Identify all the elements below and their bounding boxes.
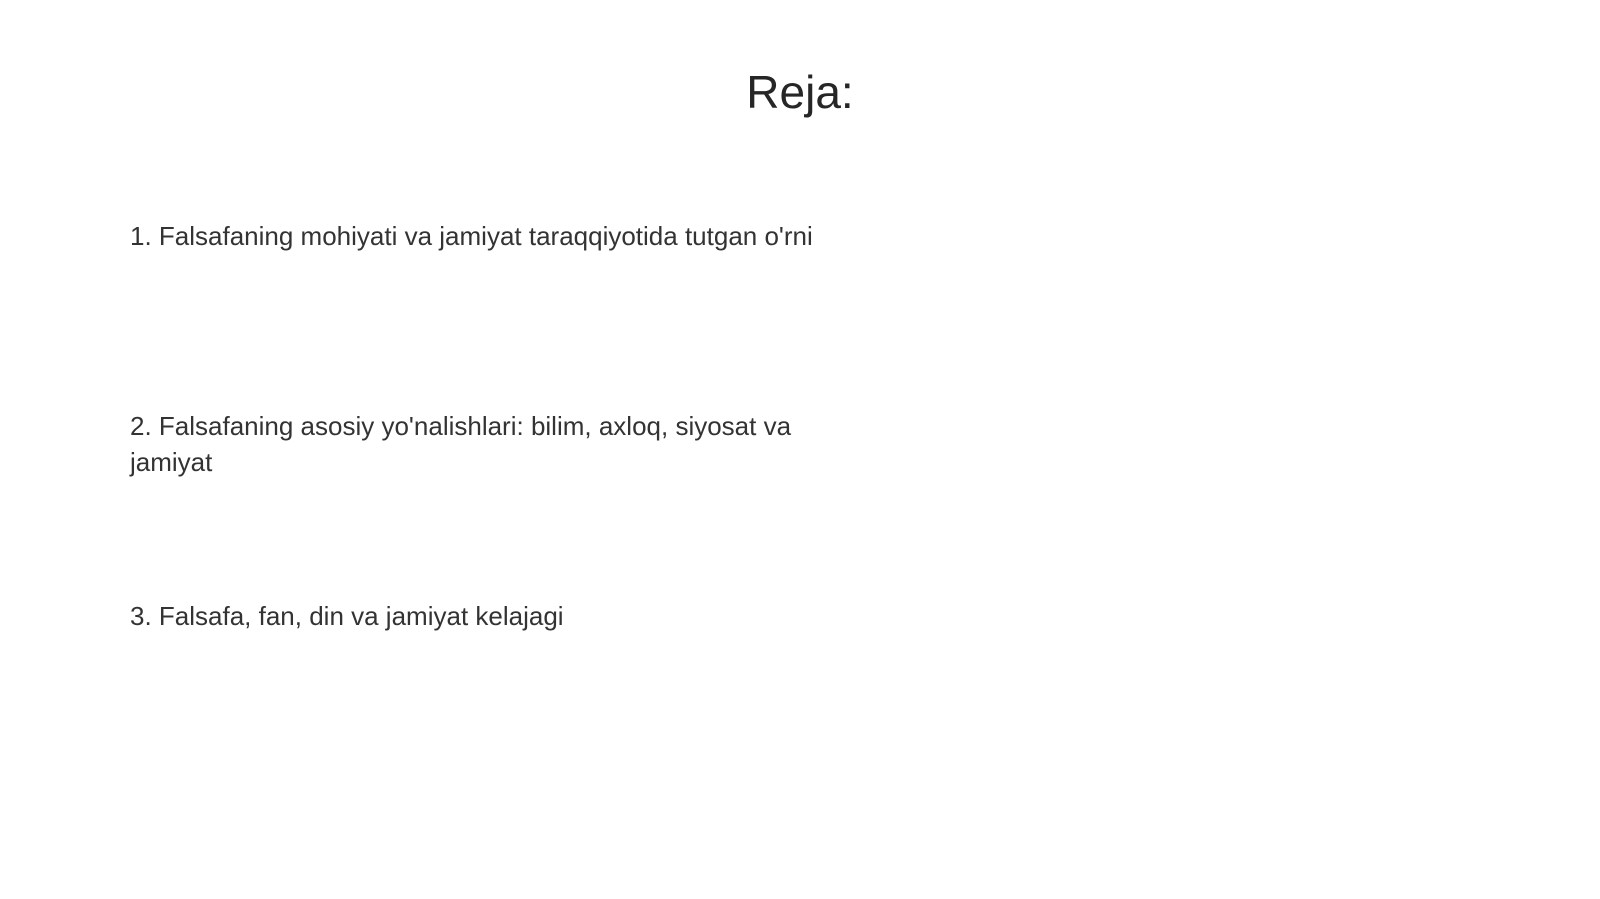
plan-item-2: 2. Falsafaning asosiy yo'nalishlari: bilim, axloq, siyosat va jamiyat <box>130 411 792 477</box>
plan-item-3: 3. Falsafa, fan, din va jamiyat kelajagi <box>130 601 564 631</box>
slide-title: Reja: <box>746 66 854 118</box>
plan-item-1: 1. Falsafaning mohiyati va jamiyat taraqqiyotida tutgan o'rni <box>130 221 813 251</box>
